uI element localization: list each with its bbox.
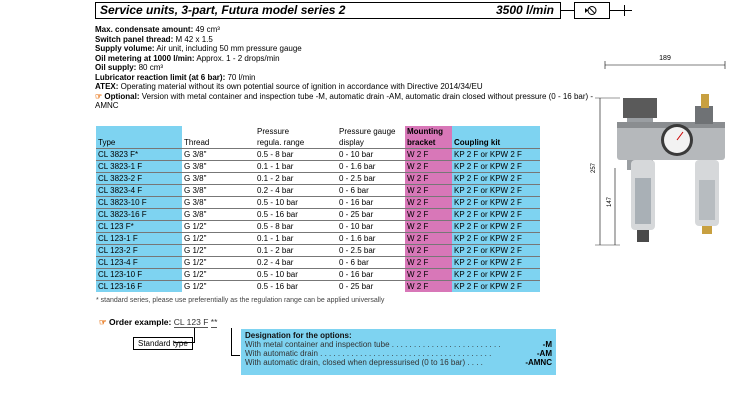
spec-value: 49 cm³	[195, 25, 220, 34]
table-row	[96, 281, 540, 293]
cell-thread: G 1/2"	[182, 221, 255, 233]
table-row	[96, 269, 540, 281]
cell-range: 0.5 - 16 bar	[255, 281, 337, 293]
spec-supply	[95, 44, 595, 54]
table-row	[96, 209, 540, 221]
option-row	[245, 349, 552, 358]
cell-type: CL 123-1 F	[96, 233, 182, 245]
symbol-line	[610, 10, 624, 11]
optional-label: Optional:	[104, 91, 140, 101]
spec-reaction-limit	[95, 73, 595, 83]
cell-range: 0.2 - 4 bar	[255, 257, 337, 269]
cell-thread: G 3/8"	[182, 149, 255, 161]
cell-type: CL 3823 F*	[96, 149, 182, 161]
connector-line	[231, 328, 232, 356]
cell-mounting: W 2 F	[405, 281, 452, 293]
cell-thread: G 1/2"	[182, 281, 255, 293]
order-label: Order example:	[109, 317, 172, 327]
order-value: CL 123 F	[173, 317, 209, 327]
cell-type: CL 3823-4 F	[96, 185, 182, 197]
cell-type: CL 3823-1 F	[96, 161, 182, 173]
cell-thread: G 1/2"	[182, 245, 255, 257]
cell-gauge: 0 - 6 bar	[337, 185, 405, 197]
cell-range: 0.1 - 1 bar	[255, 161, 337, 173]
spec-list	[95, 25, 595, 111]
header-mounting: Mounting	[405, 126, 452, 137]
cell-range: 0.2 - 4 bar	[255, 185, 337, 197]
table-row	[96, 173, 540, 185]
cell-mounting: W 2 F	[405, 221, 452, 233]
cell-mounting: W 2 F	[405, 197, 452, 209]
spec-value: Operating material without its own potential source of ignition in accordance with Directive 2014/34/EU	[120, 82, 483, 91]
header-bracket: bracket	[405, 137, 452, 149]
spec-oil-supply	[95, 63, 595, 73]
cell-gauge: 0 - 2.5 bar	[337, 173, 405, 185]
cell-coupling: KP 2 F or KPW 2 F	[452, 233, 540, 245]
cell-thread: G 3/8"	[182, 197, 255, 209]
cell-thread: G 3/8"	[182, 161, 255, 173]
cell-mounting: W 2 F	[405, 149, 452, 161]
cell-mounting: W 2 F	[405, 257, 452, 269]
cell-type: CL 3823-2 F	[96, 173, 182, 185]
option-code: -M	[542, 340, 552, 349]
cell-type: CL 123 F*	[96, 221, 182, 233]
table-row	[96, 161, 540, 173]
dimension-lower: 147	[607, 196, 613, 208]
header-type: Type	[96, 137, 182, 149]
cell-mounting: W 2 F	[405, 245, 452, 257]
cell-gauge: 0 - 25 bar	[337, 281, 405, 293]
cell-mounting: W 2 F	[405, 185, 452, 197]
cell-coupling: KP 2 F or KPW 2 F	[452, 209, 540, 221]
cell-coupling: KP 2 F or KPW 2 F	[452, 281, 540, 293]
header-pressure: Pressure	[257, 127, 290, 136]
cell-coupling: KP 2 F or KPW 2 F	[452, 185, 540, 197]
cell-type: CL 123-2 F	[96, 245, 182, 257]
spec-label: Oil metering at 1000 l/min:	[95, 53, 195, 63]
header-display: display	[339, 138, 364, 147]
connector-line	[231, 355, 240, 356]
cell-gauge: 0 - 16 bar	[337, 197, 405, 209]
cell-mounting: W 2 F	[405, 209, 452, 221]
cell-gauge: 0 - 6 bar	[337, 257, 405, 269]
cell-type: CL 3823-10 F	[96, 197, 182, 209]
cell-coupling: KP 2 F or KPW 2 F	[452, 197, 540, 209]
spec-label: Oil supply:	[95, 63, 137, 72]
cell-thread: G 1/2"	[182, 269, 255, 281]
pointing-hand-icon: ☞	[99, 317, 107, 327]
cell-gauge: 0 - 1.6 bar	[337, 161, 405, 173]
table-row	[96, 197, 540, 209]
cell-range: 0.5 - 10 bar	[255, 197, 337, 209]
cell-coupling: KP 2 F or KPW 2 F	[452, 269, 540, 281]
header-coupling: Coupling kit	[452, 137, 540, 149]
service-unit-symbol-icon	[574, 2, 610, 19]
spec-condensate	[95, 25, 595, 35]
cell-type: CL 3823-16 F	[96, 209, 182, 221]
option-text: With automatic drain . . . . . . . . . . . . . . . . . . . . . . . . . . . . . . . . . . . . . . .	[245, 349, 492, 358]
pointing-hand-icon: ☞	[95, 91, 103, 101]
cell-thread: G 3/8"	[182, 173, 255, 185]
cell-range: 0.1 - 2 bar	[255, 173, 337, 185]
table-row	[96, 245, 540, 257]
cell-range: 0.5 - 16 bar	[255, 209, 337, 221]
option-code: -AMNC	[525, 358, 552, 367]
cell-thread: G 1/2"	[182, 233, 255, 245]
cell-gauge: 0 - 2.5 bar	[337, 245, 405, 257]
spec-value: Approx. 1 - 2 drops/min	[196, 53, 280, 63]
cell-range: 0.1 - 1 bar	[255, 233, 337, 245]
spec-optional	[95, 92, 595, 111]
option-row	[245, 340, 552, 349]
cell-gauge: 0 - 10 bar	[337, 149, 405, 161]
dimension-height: 257	[591, 162, 597, 174]
order-example	[99, 317, 217, 328]
spec-label: Switch panel thread:	[95, 34, 174, 44]
spec-label: ATEX:	[95, 82, 119, 91]
table-row	[96, 257, 540, 269]
spec-atex	[95, 82, 595, 92]
table-row	[96, 233, 540, 245]
footnote: * standard series, please use preferentially as the regulation range can be applied universally	[96, 297, 385, 304]
spec-value: 70 l/min	[227, 72, 256, 82]
cell-type: CL 123-16 F	[96, 281, 182, 293]
options-title: Designation for the options:	[245, 331, 352, 340]
cell-thread: G 3/8"	[182, 185, 255, 197]
header-gauge: Pressure gauge	[339, 127, 396, 136]
cell-type: CL 123-4 F	[96, 257, 182, 269]
cell-type: CL 123-10 F	[96, 269, 182, 281]
spec-label: Lubricator reaction limit (at 6 bar):	[95, 72, 226, 82]
cell-mounting: W 2 F	[405, 233, 452, 245]
cell-mounting: W 2 F	[405, 161, 452, 173]
section-title: Service units, 3-part, Futura model series 2	[100, 3, 346, 17]
spec-value: M 42 x 1.5	[175, 34, 213, 44]
connector-line	[194, 328, 195, 343]
cell-coupling: KP 2 F or KPW 2 F	[452, 173, 540, 185]
cell-gauge: 0 - 1.6 bar	[337, 233, 405, 245]
spec-label: Max. condensate amount:	[95, 25, 194, 34]
cell-coupling: KP 2 F or KPW 2 F	[452, 149, 540, 161]
options-box	[241, 329, 556, 375]
section-title-bar	[95, 2, 561, 19]
cell-gauge: 0 - 25 bar	[337, 209, 405, 221]
cell-range: 0.5 - 8 bar	[255, 221, 337, 233]
standard-type-box: Standard type	[133, 337, 193, 350]
symbol-line	[624, 10, 632, 11]
cell-mounting: W 2 F	[405, 269, 452, 281]
header-thread: Thread	[184, 138, 210, 147]
cell-gauge: 0 - 10 bar	[337, 221, 405, 233]
option-code: -AM	[536, 349, 552, 358]
spec-value: 80 cm³	[138, 63, 164, 72]
cell-coupling: KP 2 F or KPW 2 F	[452, 221, 540, 233]
spec-value: Air unit, including 50 mm pressure gauge	[156, 44, 302, 53]
spec-thread	[95, 35, 595, 45]
symbol-line	[561, 10, 574, 11]
cell-gauge: 0 - 16 bar	[337, 269, 405, 281]
cell-coupling: KP 2 F or KPW 2 F	[452, 245, 540, 257]
table-row	[96, 221, 540, 233]
option-row	[245, 358, 552, 367]
product-table	[96, 126, 540, 292]
header-range: regula. range	[257, 138, 305, 147]
cell-thread: G 1/2"	[182, 257, 255, 269]
cell-range: 0.5 - 10 bar	[255, 269, 337, 281]
optional-text: Version with metal container and inspection tube -M, automatic drain -AM, automatic drain closed without pressure (0 - 16 bar) -AMNC	[95, 91, 594, 110]
cell-mounting: W 2 F	[405, 173, 452, 185]
order-options-placeholder: **	[210, 317, 218, 327]
option-text: With automatic drain, closed when depressurised (0 to 16 bar) . . . .	[245, 358, 483, 367]
cell-coupling: KP 2 F or KPW 2 F	[452, 257, 540, 269]
flow-rate: 3500 l/min	[495, 3, 554, 17]
spec-label: Supply volume:	[95, 44, 155, 53]
table-row	[96, 185, 540, 197]
dimension-width: 189	[659, 55, 671, 62]
cell-coupling: KP 2 F or KPW 2 F	[452, 161, 540, 173]
cell-thread: G 3/8"	[182, 209, 255, 221]
table-row	[96, 149, 540, 161]
service-unit-drawing	[585, 50, 735, 250]
spec-oil-metering	[95, 54, 595, 64]
cell-range: 0.1 - 2 bar	[255, 245, 337, 257]
option-text: With metal container and inspection tube . . . . . . . . . . . . . . . . . . . . . . . . .	[245, 340, 501, 349]
cell-range: 0.5 - 8 bar	[255, 149, 337, 161]
